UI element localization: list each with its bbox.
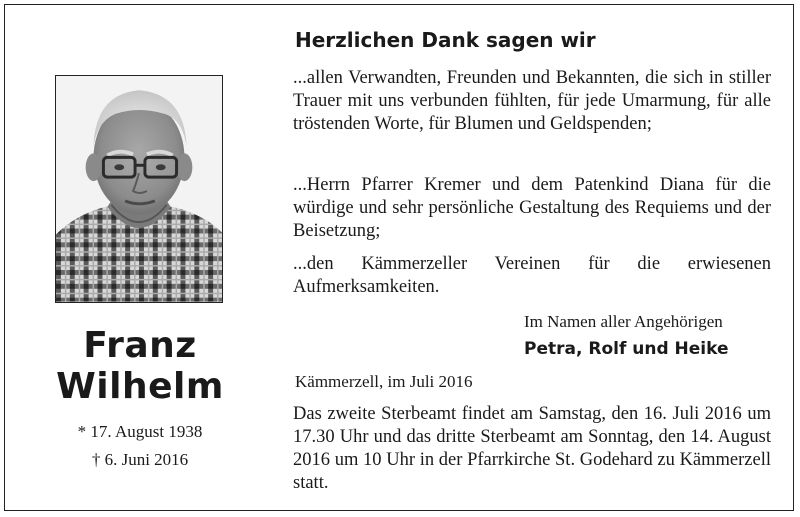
thanks-heading: Herzlichen Dank sagen wir bbox=[295, 28, 596, 52]
place-date: Kämmerzell, im Juli 2016 bbox=[295, 372, 473, 391]
thanks-paragraph-pastor: ...Herrn Pfarrer Kremer und dem Patenkind Diana für die würdige und sehr persönliche Gestaltung des Requiems und der Beisetzung; bbox=[293, 175, 771, 241]
deceased-last-name: Wilhelm bbox=[56, 366, 224, 407]
deceased-first-name: Franz bbox=[83, 325, 197, 366]
death-date: † 6. Juni 2016 bbox=[91, 450, 189, 469]
birth-date: * 17. August 1938 bbox=[77, 422, 203, 441]
portrait-image bbox=[56, 76, 222, 302]
closing-line: Im Namen aller Angehörigen bbox=[524, 312, 723, 331]
thanks-paragraph-clubs: ...den Kämmerzeller Vereinen für die erwiesenen Aufmerksamkeiten. bbox=[293, 254, 771, 297]
portrait-photo bbox=[55, 75, 223, 303]
thanks-paragraph-relatives: ...allen Verwandten, Freunden und Bekannten, die sich in stiller Trauer mit uns verbunden fühlten, für jede Umarmung, für alle tröstenden Worte, für Blumen und Geldspenden; bbox=[293, 68, 771, 134]
signers: Petra, Rolf und Heike bbox=[524, 339, 729, 359]
memorial-service-text: Das zweite Sterbeamt findet am Samstag, den 16. Juli 2016 um 17.30 Uhr und das dritte Sterbeamt am Sonntag, den 14. August 2016 um 10 Uhr in der Pfarrkirche St. Godehard zu Kämmerzell statt. bbox=[293, 404, 771, 493]
